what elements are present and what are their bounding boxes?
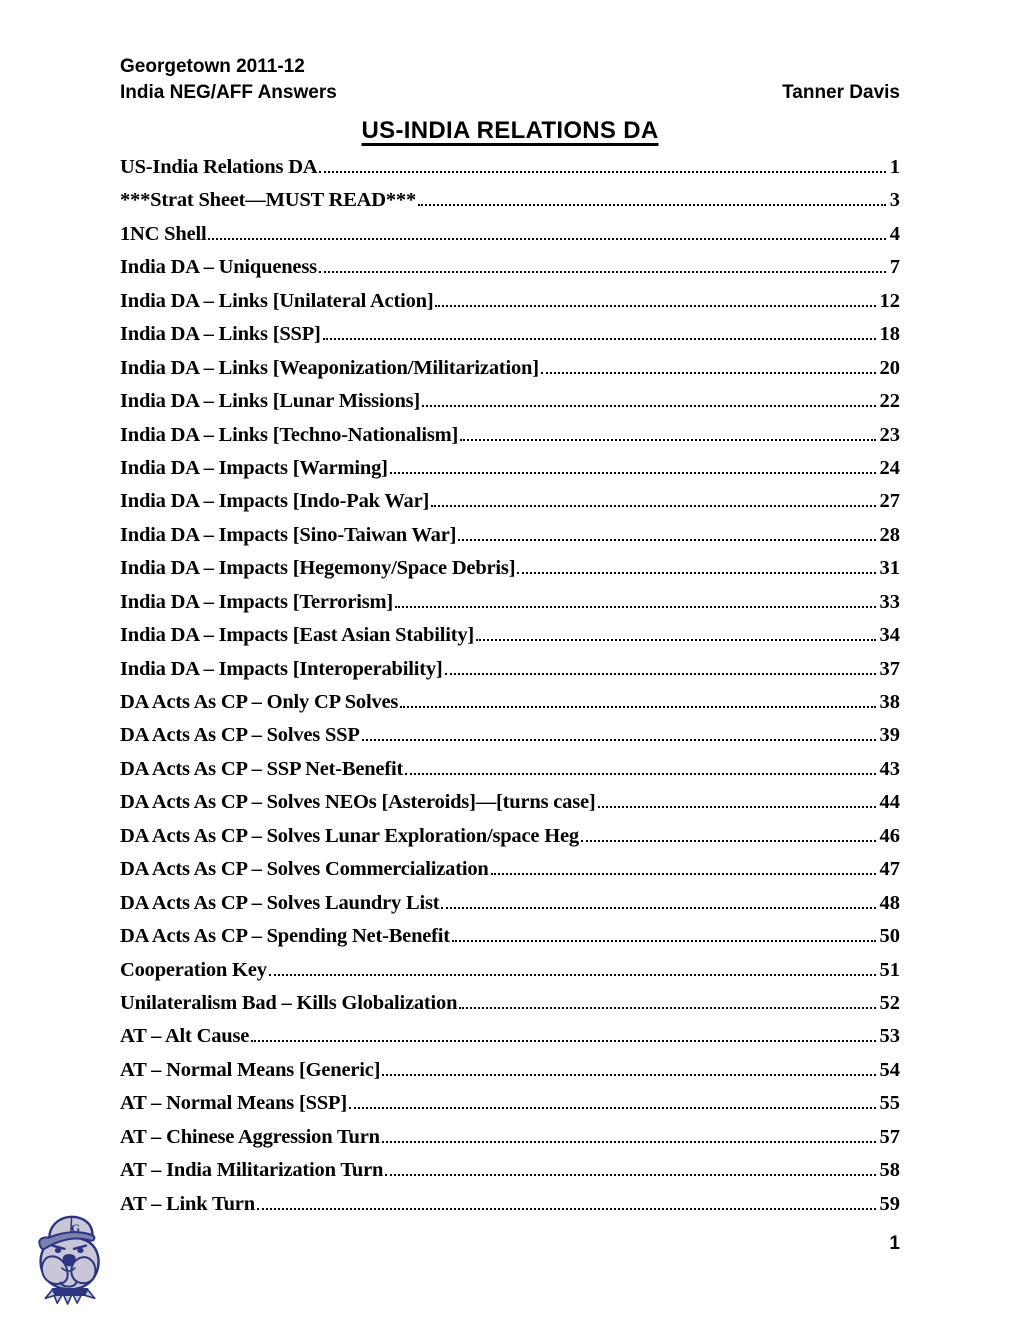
toc-entry-title: AT – Normal Means [Generic] [120, 1058, 381, 1081]
toc-entry-page: 28 [879, 523, 900, 546]
toc-entry-page: 57 [879, 1125, 900, 1148]
toc-row[interactable] [120, 1126, 900, 1159]
toc-entry-page: 33 [879, 590, 900, 613]
toc-row[interactable] [120, 724, 900, 757]
toc-dot-leader [349, 1107, 876, 1109]
toc-entry-page: 24 [879, 456, 900, 479]
toc-row[interactable] [120, 992, 900, 1025]
toc-dot-leader [400, 706, 875, 708]
toc-entry-title: India DA – Impacts [Indo-Pak War] [120, 490, 430, 513]
toc-entry-title: ***Strat Sheet—MUST READ*** [120, 189, 417, 212]
toc-entry-title: DA Acts As CP – Only CP Solves [120, 691, 399, 713]
toc-dot-leader [541, 372, 876, 374]
toc-row[interactable] [120, 791, 900, 824]
toc-row[interactable] [120, 156, 900, 189]
toc-entry-title: India DA – Links [Weaponization/Militarization] [120, 356, 539, 379]
toc-entry-title: 1NC Shell [120, 222, 207, 245]
toc-dot-leader [319, 171, 885, 173]
toc-entry-page: 50 [879, 925, 900, 948]
toc-entry-page: 59 [879, 1192, 900, 1215]
toc-entry-page: 7 [889, 256, 900, 279]
toc-entry-title: DA Acts As CP – Solves Commercialization [120, 858, 489, 881]
toc-dot-leader [405, 773, 875, 775]
toc-row[interactable] [120, 925, 900, 958]
toc-entry-page: 47 [879, 858, 900, 881]
toc-row[interactable] [120, 1092, 900, 1125]
toc-entry-title: India DA – Links [Techno-Nationalism] [120, 423, 459, 446]
toc-dot-leader [382, 1074, 875, 1076]
toc-entry-page: 34 [879, 624, 900, 647]
toc-dot-leader [385, 1174, 875, 1176]
toc-entry-title: India DA – Impacts [Interoperability] [120, 657, 443, 680]
toc-entry-title: India DA – Links [SSP] [120, 323, 321, 346]
toc-entry-title: AT – Normal Means [SSP] [120, 1092, 347, 1115]
toc-row[interactable] [120, 256, 900, 289]
toc-row[interactable] [120, 189, 900, 222]
toc-entry-title: India DA – Impacts [Warming] [120, 456, 388, 479]
toc-row[interactable] [120, 591, 900, 624]
cap-letter-g: G [70, 1221, 81, 1235]
toc-entry-title: AT – Chinese Aggression Turn [120, 1125, 380, 1148]
toc-dot-leader [435, 305, 875, 307]
toc-row[interactable] [120, 658, 900, 691]
toc [120, 156, 900, 1226]
toc-entry-page: 54 [879, 1058, 900, 1081]
toc-row[interactable] [120, 457, 900, 490]
toc-row[interactable] [120, 1025, 900, 1058]
toc-entry-page: 20 [879, 356, 900, 379]
toc-entry-title: AT – Link Turn [120, 1192, 255, 1215]
toc-entry-title: DA Acts As CP – Spending Net-Benefit [120, 925, 450, 948]
toc-entry-title: India DA – Links [Unilateral Action] [120, 289, 434, 312]
toc-entry-title: AT – Alt Cause [120, 1025, 250, 1048]
toc-entry-page: 38 [879, 691, 900, 713]
toc-dot-leader [491, 873, 876, 875]
georgetown-bulldog-logo [30, 1208, 110, 1312]
bulldog-mascot-icon [30, 1208, 110, 1312]
toc-entry-title: India DA – Impacts [Hegemony/Space Debris] [120, 557, 516, 580]
toc-dot-leader [269, 974, 876, 976]
toc-row[interactable] [120, 892, 900, 925]
toc-dot-leader [460, 439, 875, 441]
toc-row[interactable] [120, 959, 900, 992]
toc-entry-title: DA Acts As CP – Solves NEOs [Asteroids]—[turns case] [120, 791, 596, 814]
header-file-title: India NEG/AFF Answers [120, 82, 337, 103]
document-header [120, 54, 900, 106]
toc-dot-leader [441, 907, 875, 909]
toc-row[interactable] [120, 1059, 900, 1092]
toc-row[interactable] [120, 557, 900, 590]
toc-dot-leader [382, 1141, 876, 1143]
toc-dot-leader [431, 505, 875, 507]
toc-entry-page: 48 [879, 891, 900, 914]
toc-dot-leader [422, 405, 875, 407]
toc-dot-leader [476, 639, 875, 641]
toc-dot-leader [598, 806, 876, 808]
toc-entry-title: India DA – Impacts [Sino-Taiwan War] [120, 523, 457, 546]
toc-entry-page: 12 [879, 289, 900, 312]
toc-entry-page: 18 [879, 323, 900, 346]
toc-entry-page: 37 [879, 657, 900, 680]
toc-row[interactable] [120, 323, 900, 356]
toc-entry-page: 44 [879, 791, 900, 814]
toc-entry-title: India DA – Impacts [East Asian Stability] [120, 624, 475, 647]
toc-dot-leader [362, 739, 876, 741]
toc-entry-page: 53 [879, 1025, 900, 1048]
toc-entry-page: 46 [879, 824, 900, 847]
toc-entry-title: DA Acts As CP – SSP Net-Benefit [120, 757, 404, 780]
toc-dot-leader [458, 539, 875, 541]
toc-row[interactable] [120, 624, 900, 657]
toc-dot-leader [319, 271, 886, 273]
toc-entry-page: 27 [879, 490, 900, 513]
toc-entry-page: 22 [879, 390, 900, 413]
toc-entry-page: 58 [879, 1159, 900, 1182]
toc-row[interactable] [120, 758, 900, 791]
toc-row[interactable] [120, 858, 900, 891]
page-title [0, 117, 1020, 145]
toc-row[interactable] [120, 424, 900, 457]
toc-entry-title: DA Acts As CP – Solves Laundry List [120, 891, 440, 914]
toc-dot-leader [581, 840, 876, 842]
toc-dot-leader [459, 1007, 875, 1009]
toc-row[interactable] [120, 223, 900, 256]
header-author: Tanner Davis [782, 82, 900, 103]
toc-dot-leader [208, 238, 885, 240]
toc-entry-title: AT – India Militarization Turn [120, 1159, 384, 1182]
toc-entry-page: 51 [879, 958, 900, 981]
toc-dot-leader [517, 572, 875, 574]
toc-row[interactable] [120, 390, 900, 423]
toc-entry-title: DA Acts As CP – Solves SSP [120, 724, 360, 747]
toc-entry-title: Unilateralism Bad – Kills Globalization [120, 991, 458, 1014]
toc-row[interactable] [120, 691, 900, 724]
footer-page-number: 1 [889, 1233, 900, 1254]
toc-entry-page: 1 [889, 156, 900, 178]
toc-entry-title: India DA – Uniqueness [120, 256, 317, 279]
toc-dot-leader [390, 472, 876, 474]
toc-entry-page: 3 [889, 189, 900, 212]
toc-dot-leader [323, 338, 876, 340]
toc-entry-page: 4 [889, 222, 900, 245]
toc-row[interactable] [120, 490, 900, 523]
toc-entry-title: Cooperation Key [120, 958, 267, 981]
toc-row[interactable] [120, 357, 900, 390]
toc-entry-page: 23 [879, 423, 900, 446]
toc-row[interactable] [120, 524, 900, 557]
toc-dot-leader [257, 1208, 876, 1210]
header-tournament: Georgetown 2011-12 [120, 56, 305, 77]
toc-entry-page: 43 [879, 757, 900, 780]
toc-dot-leader [452, 940, 876, 942]
toc-row[interactable] [120, 1193, 900, 1226]
toc-entry-title: India DA – Impacts [Terrorism] [120, 590, 394, 613]
toc-dot-leader [395, 606, 875, 608]
toc-entry-page: 39 [879, 724, 900, 747]
toc-dot-leader [418, 204, 886, 206]
toc-row[interactable] [120, 290, 900, 323]
toc-dot-leader [445, 673, 876, 675]
toc-entry-page: 55 [879, 1092, 900, 1115]
toc-entry-title: DA Acts As CP – Solves Lunar Exploration/space Heg [120, 824, 579, 847]
toc-row[interactable] [120, 1159, 900, 1192]
toc-entry-page: 31 [879, 557, 900, 580]
toc-entry-title: US-India Relations DA [120, 156, 318, 178]
toc-row[interactable] [120, 825, 900, 858]
toc-entry-title: India DA – Links [Lunar Missions] [120, 390, 421, 413]
toc-dot-leader [251, 1040, 875, 1042]
page-title-text: US-INDIA RELATIONS DA [361, 117, 659, 144]
toc-entry-page: 52 [879, 991, 900, 1014]
